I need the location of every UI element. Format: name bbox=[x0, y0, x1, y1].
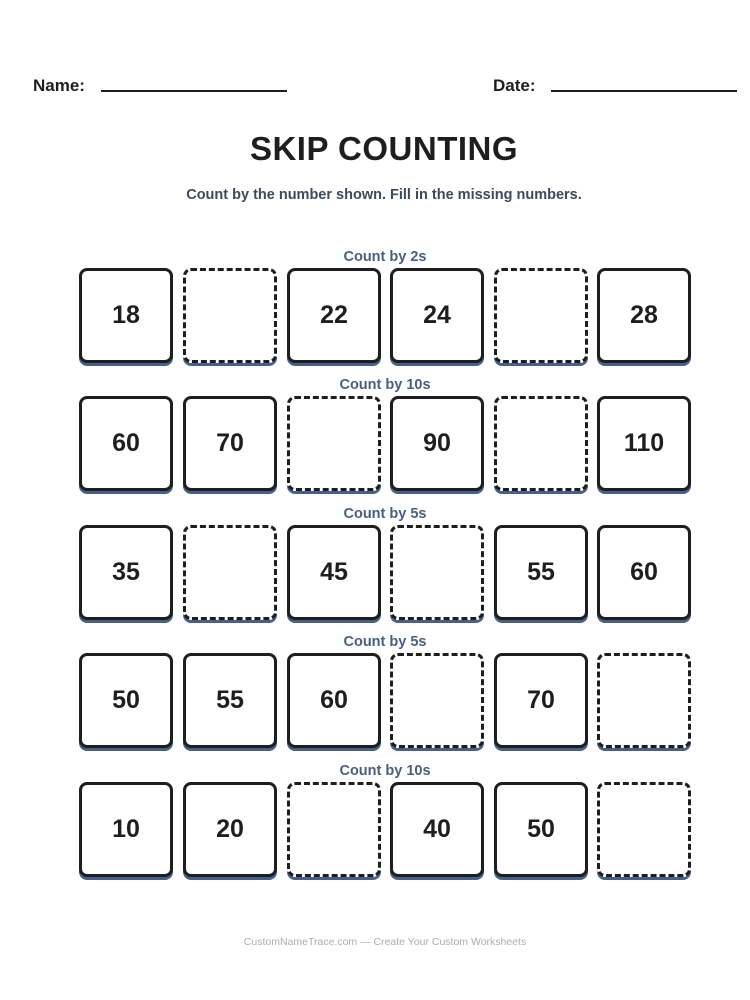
number-box: 60 bbox=[597, 525, 691, 620]
number-boxes bbox=[79, 782, 691, 878]
row-label: Count by 2s bbox=[343, 249, 427, 265]
blank-number-box bbox=[597, 782, 691, 877]
number-box: 55 bbox=[183, 653, 277, 748]
number-box: 55 bbox=[494, 525, 588, 620]
number-box: 20 bbox=[183, 782, 277, 877]
row-label: Count by 5s bbox=[343, 634, 427, 650]
date-label: Date: bbox=[493, 76, 536, 95]
number-boxes bbox=[79, 525, 691, 621]
number-box: 40 bbox=[390, 782, 484, 877]
number-box: 70 bbox=[183, 396, 277, 491]
instructions: Count by the number shown. Fill in the missing numbers. bbox=[186, 187, 582, 203]
number-boxes bbox=[79, 396, 691, 492]
name-label: Name: bbox=[33, 76, 85, 95]
number-box: 10 bbox=[79, 782, 173, 877]
number-box: 45 bbox=[287, 525, 381, 620]
worksheet-header bbox=[0, 76, 750, 100]
blank-number-box bbox=[390, 525, 484, 620]
row-label: Count by 10s bbox=[339, 763, 431, 779]
blank-number-box bbox=[494, 396, 588, 491]
number-box: 24 bbox=[390, 268, 484, 363]
number-box: 90 bbox=[390, 396, 484, 491]
number-box: 60 bbox=[79, 396, 173, 491]
number-box: 22 bbox=[287, 268, 381, 363]
number-box: 18 bbox=[79, 268, 173, 363]
number-boxes bbox=[79, 268, 691, 364]
blank-number-box bbox=[597, 653, 691, 748]
number-box: 35 bbox=[79, 525, 173, 620]
number-box: 70 bbox=[494, 653, 588, 748]
number-boxes bbox=[79, 653, 691, 749]
blank-number-box bbox=[494, 268, 588, 363]
name-line bbox=[101, 90, 287, 92]
page-title: SKIP COUNTING bbox=[249, 130, 519, 167]
number-box: 110 bbox=[597, 396, 691, 491]
footer-text: CustomNameTrace.com — Create Your Custom Worksheets bbox=[243, 936, 527, 948]
number-box: 50 bbox=[494, 782, 588, 877]
number-box: 28 bbox=[597, 268, 691, 363]
row-label: Count by 10s bbox=[339, 377, 431, 393]
blank-number-box bbox=[183, 525, 277, 620]
blank-number-box bbox=[287, 782, 381, 877]
row-label: Count by 5s bbox=[343, 506, 427, 522]
blank-number-box bbox=[183, 268, 277, 363]
blank-number-box bbox=[287, 396, 381, 491]
number-box: 60 bbox=[287, 653, 381, 748]
number-box: 50 bbox=[79, 653, 173, 748]
blank-number-box bbox=[390, 653, 484, 748]
date-line bbox=[551, 90, 737, 92]
